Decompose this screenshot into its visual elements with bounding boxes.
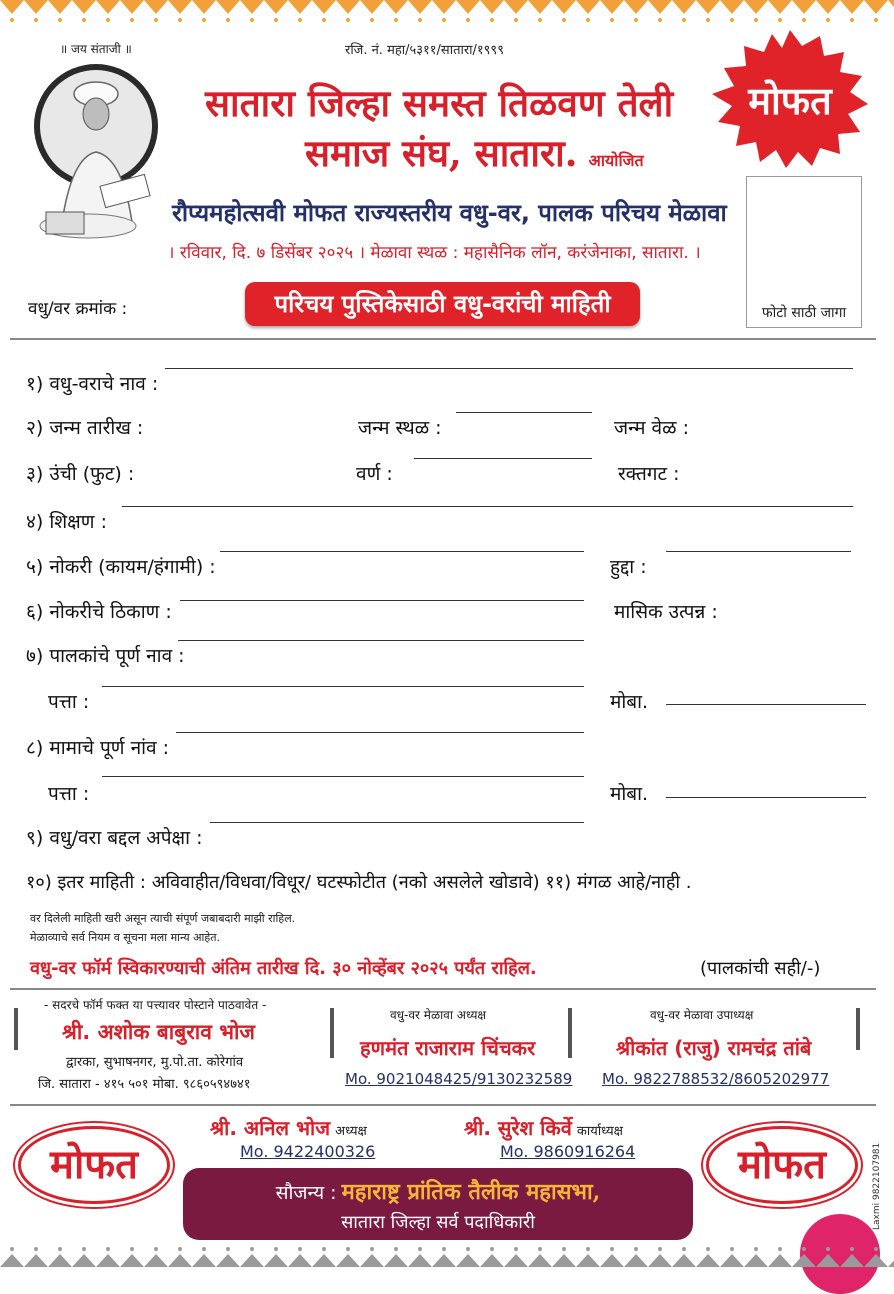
serial-number-label: वधु/वर क्रमांक : (28, 299, 128, 319)
jay-santaji-text: ॥ जय संताजी ॥ (60, 42, 132, 56)
executive-wrap (464, 1114, 623, 1141)
sponsor-sub: सातारा जिल्हा सर्व पदाधिकारी (341, 1212, 535, 1233)
president-mobile-link[interactable]: Mo. 9422400326 (240, 1142, 376, 1161)
sponsor-line1 (183, 1176, 693, 1206)
field-dob-label: २) जन्म तारीख : (26, 417, 144, 439)
free-starburst-badge (706, 28, 874, 170)
organization-title-line1: सातारा जिल्हा समस्त तिळवण तेली (205, 81, 674, 125)
contacts-bar-right (856, 1008, 860, 1050)
postal-address-line2: जि. सातारा - ४१५ ५०१ मोबा. ९८६०५९४७४१ (38, 1077, 251, 1092)
field-education-label: ४) शिक्षण : (26, 511, 107, 533)
field-expectation-label: ९) वधु/वरा बद्दल अपेक्षा : (26, 827, 203, 849)
field-parent-address-label: पत्ता : (48, 691, 90, 713)
field-complexion-label: वर्ण : (356, 463, 393, 485)
contacts-bar-left (14, 1008, 18, 1050)
field-job-line[interactable] (220, 551, 584, 552)
contacts-bar-mid2 (568, 1008, 572, 1058)
field-birthplace-label: जन्म स्थळ : (358, 417, 442, 439)
field-uncle-name-label: ८) मामाचे पूर्ण नांव : (26, 737, 170, 759)
executive-name: श्री. सुरेश किर्वे (464, 1116, 572, 1140)
field-uncle-address-line[interactable] (102, 776, 584, 777)
field-post-label: हुद्दा : (610, 556, 647, 578)
field-parent-name-line[interactable] (178, 640, 584, 641)
decorative-top-border (0, 0, 894, 26)
declaration-line2: मेळाव्याचे सर्व नियम व सूचना मला मान्य आहेत. (30, 931, 220, 944)
field-parent-address-line[interactable] (102, 686, 584, 687)
sponsor-name: महाराष्ट्र प्रांतिक तैलीक महासभा, (341, 1179, 601, 1205)
designer-side-note: Laxmi 9822107981 (872, 1142, 882, 1230)
contacts-divider-top (10, 988, 876, 990)
organizer-suffix: आयोजित (588, 151, 644, 170)
event-details: । रविवार, दि. ७ डिसेंबर २०२५ । मेळावा स्थळ : महासैनिक लॉन, करंजेनाका, सातारा. । (168, 243, 701, 263)
decorative-bottom-border (0, 1244, 894, 1267)
postal-contact-name: श्री. अशोक बाबुराव भोज (62, 1020, 256, 1044)
field-parent-name-label: ७) पालकांचे पूर्ण नाव : (26, 645, 185, 667)
field-other-info: १०) इतर माहिती : अविवाहीत/विधवा/विधूर/ घटस्फोटीत (नको असलेले खोडावे) ११) मंगळ आहे/नाही . (26, 872, 692, 893)
president-wrap (210, 1114, 367, 1141)
organization-title-line2: समाज संघ, सातारा. (305, 131, 578, 175)
contacts-divider-bottom (10, 1104, 876, 1106)
chair-mobile-link[interactable]: Mo. 9021048425/9130232589 (345, 1070, 573, 1088)
vice-chair-mobile-link[interactable]: Mo. 9822788532/8605202977 (602, 1070, 830, 1088)
executive-title: कार्याध्यक्ष (576, 1124, 623, 1139)
field-parent-mobile-label: मोबा. (610, 691, 649, 713)
free-stamp-right: मोफत (706, 1126, 858, 1204)
event-subtitle: रौप्यमहोत्सवी मोफत राज्यस्तरीय वधु-वर, पालक परिचय मेळावा (172, 199, 727, 227)
photo-placeholder-box (746, 176, 862, 328)
santaji-portrait-image (32, 62, 160, 242)
registration-number: रजि. नं. महा/५३११/सातारा/१९९९ (345, 43, 504, 58)
field-birthplace-line[interactable] (456, 412, 592, 413)
field-workplace-line[interactable] (180, 600, 584, 601)
executive-mobile-link[interactable]: Mo. 9860916264 (500, 1142, 636, 1161)
field-uncle-mobile-line[interactable] (666, 797, 866, 798)
field-job-label: ५) नोकरी (कायम/हंगामी) : (26, 556, 216, 578)
field-uncle-address-label: पत्ता : (48, 783, 90, 805)
field-post-line[interactable] (666, 551, 851, 552)
field-uncle-name-line[interactable] (176, 732, 584, 733)
field-name-line[interactable] (165, 368, 853, 369)
sponsor-banner (183, 1168, 693, 1240)
field-name-label: १) वधु-वराचे नाव : (26, 373, 159, 395)
postal-address-line1: द्वारका, सुभाषनगर, मु.पो.ता. कोरेगांव (66, 1055, 244, 1070)
field-complexion-line[interactable] (414, 458, 592, 459)
field-uncle-mobile-label: मोबा. (610, 783, 649, 805)
free-stamp-left: मोफत (18, 1126, 170, 1204)
field-height-label: ३) उंची (फुट) : (26, 463, 135, 485)
parent-signature-label: (पालकांची सही/-) (700, 958, 821, 979)
free-badge-text: मोफत (748, 78, 832, 123)
vice-chair-name: श्रीकांत (राजु) रामचंद्र तांबे (616, 1036, 812, 1060)
photo-label: फोटो साठी जागा (761, 305, 847, 321)
field-bloodgroup-label: रक्तगट : (618, 463, 680, 485)
field-parent-mobile-line[interactable] (666, 704, 866, 705)
header-divider (10, 338, 876, 340)
declaration-line1: वर दिलेली माहिती खरी असून त्याची संपूर्ण जबाबदारी माझी राहिल. (30, 912, 296, 925)
postal-note: - सदरचे फॉर्म फक्त या पत्त्यावर पोस्टाने पाठवावेत - (44, 998, 267, 1012)
field-birthtime-label: जन्म वेळ : (614, 417, 689, 439)
field-workplace-label: ६) नोकरीचे ठिकाण : (26, 601, 172, 623)
chair-title: वधु-वर मेळावा अध्यक्ष (390, 1008, 487, 1022)
vice-chair-title: वधु-वर मेळावा उपाध्यक्ष (650, 1008, 754, 1022)
president-title: अध्यक्ष (335, 1124, 367, 1139)
president-name: श्री. अनिल भोज (210, 1116, 331, 1140)
field-income-label: मासिक उत्पन्न : (614, 601, 718, 623)
chair-name: हणमंत राजाराम चिंचकर (360, 1036, 536, 1060)
deadline-notice: वधु-वर फॉर्म स्विकारण्याची अंतिम तारीख दि. ३० नोव्हेंबर २०२५ पर्यंत राहिल. (30, 958, 537, 979)
info-banner: परिचय पुस्तिकेसाठी वधु-वरांची माहिती (245, 282, 640, 326)
field-expectation-line[interactable] (210, 822, 584, 823)
field-education-line[interactable] (122, 506, 853, 507)
sponsor-prefix: सौजन्य : (275, 1182, 337, 1204)
organization-title-line2-wrap (305, 126, 644, 177)
contacts-bar-mid1 (330, 1008, 334, 1058)
